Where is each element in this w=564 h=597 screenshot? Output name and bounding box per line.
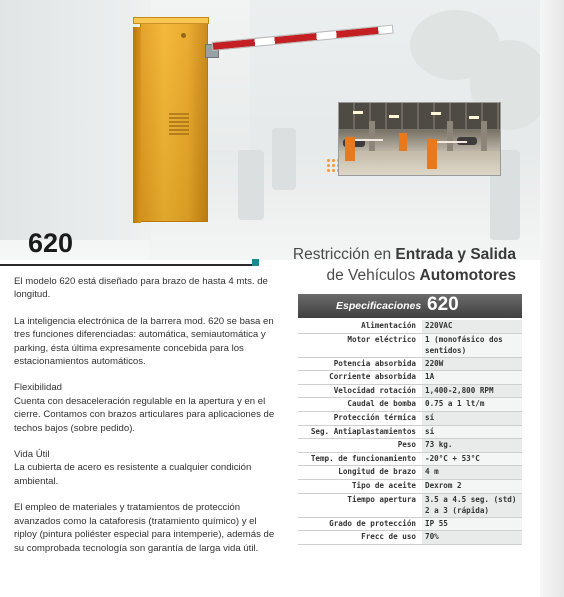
spec-row: Longitud de brazo 4 m <box>298 466 522 480</box>
spec-row: Corriente absorbida 1A <box>298 371 522 385</box>
spec-row: Tiempo apertura 3.5 a 4.5 seg. (std) 2 a 3 (rápida) <box>298 494 522 518</box>
background-post <box>238 150 264 220</box>
spec-row: Tipo de aceite Dexrom 2 <box>298 480 522 494</box>
flexibility-title: Flexibilidad <box>14 382 62 394</box>
hero-photo <box>0 0 540 260</box>
life-paragraph: La cubierta de acero es resistente a cualquier condición ambiental. <box>14 462 252 487</box>
spec-row: Seg. Antiaplastamientos sí <box>298 426 522 440</box>
intelligence-paragraph: La inteligencia electrónica de la barrera mod. 620 se basa en tres funciones diferenciadas: automática, semiautomática y parking, ésta última expresamente concebida para los estacionamientos automáticos. <box>14 315 274 368</box>
specs-table <box>298 320 522 545</box>
flexibility-paragraph: Cuenta con desaceleración regulable en la apertura y en el cierre. Contamos con brazos articulares para aplicaciones de techos bajos (sobre pedido). <box>14 395 275 434</box>
background-building-left <box>0 0 150 240</box>
headline <box>272 244 516 286</box>
spec-row: Protección térmica sí <box>298 412 522 426</box>
specs-header-model: 620 <box>427 294 459 315</box>
accent-square <box>252 259 259 266</box>
spec-row: Frecc de uso 70% <box>298 531 522 545</box>
spec-row: Velocidad rotación 1,400-2,800 RPM <box>298 385 522 399</box>
spec-row: Potencia absorbida 220W <box>298 358 522 372</box>
intro-paragraph: El modelo 620 está diseñado para brazo de hasta 4 mts. de longitud. <box>14 276 268 301</box>
spec-row: Caudal de bomba 0.75 a 1 lt/m <box>298 398 522 412</box>
spec-row: Alimentación 220VAC <box>298 320 522 334</box>
spec-row: Grado de protección IP 55 <box>298 518 522 532</box>
spec-row: Peso 73 kg. <box>298 439 522 453</box>
parking-garage-inset-photo <box>338 102 501 176</box>
model-underline <box>0 264 258 266</box>
model-number: 620 <box>28 228 74 258</box>
background-post <box>272 128 296 190</box>
description-text <box>14 275 280 555</box>
life-title: Vida Útil <box>14 449 50 461</box>
specs-header-label: Especificaciones <box>336 300 422 312</box>
treatment-paragraph: El empleo de materiales y tratamientos de protección avanzados como la cataforesis (tratamiento químico) y el riploy (pintura poliéster especial para intemperie), además de su comprobada tecnología son garantía de larga vida útil. <box>14 502 275 554</box>
headline-line-1: Restricción en Entrada y Salida <box>292 246 516 263</box>
headline-line-2: de Vehículos Automotores <box>326 267 516 284</box>
specs-header <box>298 294 522 318</box>
spec-row: Motor eléctrico 1 (monofásico dos sentidos) <box>298 334 522 358</box>
spec-row: Temp. de funcionamiento -20°C + 53°C <box>298 453 522 467</box>
right-edge-band <box>540 0 564 597</box>
barrier-cabinet-image <box>140 22 208 222</box>
